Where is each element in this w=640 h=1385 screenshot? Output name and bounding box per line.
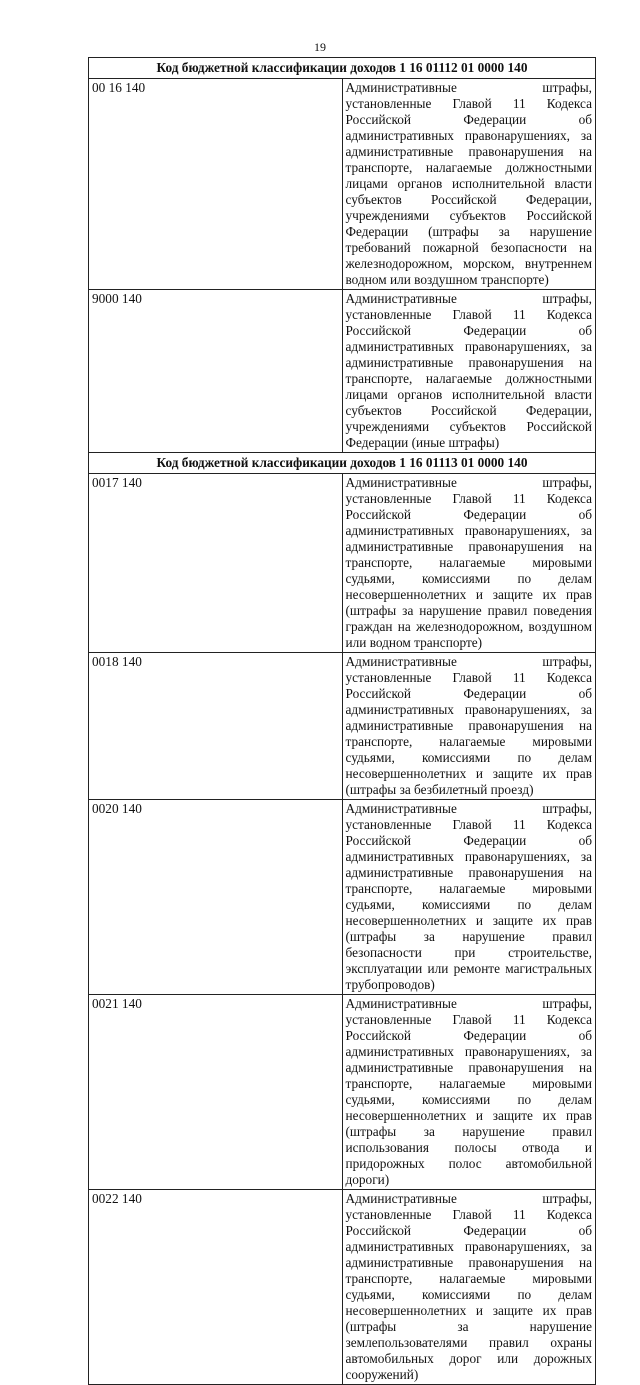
row-description: Административные штрафы, установленные Главой 11 Кодекса Российской Федерации об административных правонарушениях, за административные правонарушения на транспорте, налагаемые мировыми судьями, комиссиями по делам несовершеннолетних и защите их прав (штрафы за нарушение землепользователями правил охраны автомобильных дорог или дорожных сооружений)	[342, 1190, 596, 1385]
table-row	[89, 290, 596, 453]
row-description: Административные штрафы, установленные Главой 11 Кодекса Российской Федерации об административных правонарушениях, за административные правонарушения на транспорте, налагаемые мировыми судьями, комиссиями по делам несовершеннолетних и защите их прав (штрафы за безбилетный проезд)	[342, 653, 596, 800]
section-header-row	[89, 58, 596, 79]
row-code: 0018 140	[89, 653, 343, 800]
row-code: 9000 140	[89, 290, 343, 453]
page-number: 19	[314, 40, 326, 54]
section-header: Код бюджетной классификации доходов 1 16 01112 01 0000 140	[89, 58, 596, 79]
budget-code-table	[88, 57, 596, 1385]
row-code: 0021 140	[89, 995, 343, 1190]
table-row	[89, 800, 596, 995]
table-row	[89, 474, 596, 653]
row-description: Административные штрафы, установленные Главой 11 Кодекса Российской Федерации об административных правонарушениях, за административные правонарушения на транспорте, налагаемые должностными лицами органов исполнительной власти субъектов Российской Федерации, учреждениями субъектов Российской Федерации (иные штрафы)	[342, 290, 596, 453]
row-description: Административные штрафы, установленные Главой 11 Кодекса Российской Федерации об административных правонарушениях, за административные правонарушения на транспорте, налагаемые должностными лицами органов исполнительной власти субъектов Российской Федерации, учреждениями субъектов Российской Федерации (штрафы за нарушение требований пожарной безопасности на железнодорожном, морском, внутреннем водном или воздушном транспорте)	[342, 79, 596, 290]
row-description: Административные штрафы, установленные Главой 11 Кодекса Российской Федерации об административных правонарушениях, за административные правонарушения на транспорте, налагаемые мировыми судьями, комиссиями по делам несовершеннолетних и защите их прав (штрафы за нарушение правил использования полосы отвода и придорожных полос автомобильной дороги)	[342, 995, 596, 1190]
row-code: 00 16 140	[89, 79, 343, 290]
table-row	[89, 995, 596, 1190]
section-header: Код бюджетной классификации доходов 1 16 01113 01 0000 140	[89, 453, 596, 474]
row-description: Административные штрафы, установленные Главой 11 Кодекса Российской Федерации об административных правонарушениях, за административные правонарушения на транспорте, налагаемые мировыми судьями, комиссиями по делам несовершеннолетних и защите их прав (штрафы за нарушение правил безопасности при строительстве, эксплуатации или ремонте магистральных трубопроводов)	[342, 800, 596, 995]
section-header-row	[89, 453, 596, 474]
row-code: 0020 140	[89, 800, 343, 995]
table-row	[89, 1190, 596, 1385]
row-code: 0017 140	[89, 474, 343, 653]
row-code: 0022 140	[89, 1190, 343, 1385]
table-row	[89, 79, 596, 290]
row-description: Административные штрафы, установленные Главой 11 Кодекса Российской Федерации об административных правонарушениях, за административные правонарушения на транспорте, налагаемые мировыми судьями, комиссиями по делам несовершеннолетних и защите их прав (штрафы за нарушение правил поведения граждан на железнодорожном, воздушном или водном транспорте)	[342, 474, 596, 653]
table-row	[89, 653, 596, 800]
